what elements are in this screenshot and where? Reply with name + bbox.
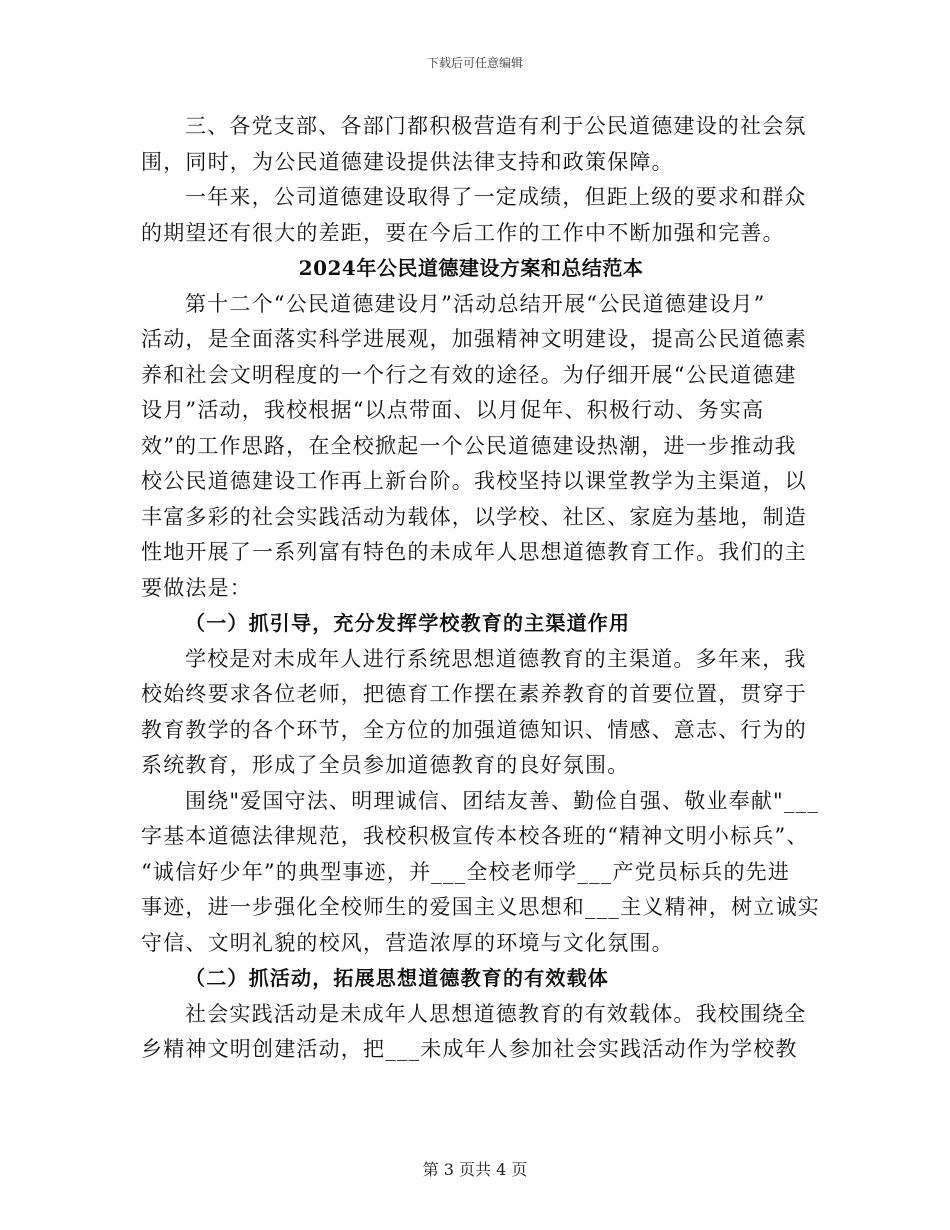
paragraph-line: 乡精神文明创建活动，把___未成年人参加社会实践活动作为学校教 bbox=[141, 1037, 798, 1061]
paragraph-line: 校公民道德建设工作再上新台阶。我校坚持以课堂教学为主渠道，以 bbox=[141, 469, 807, 493]
paragraph-line: 第十二个“公民道德建设月”活动总结开展“公民道德建设月” bbox=[185, 291, 766, 316]
paragraph-line: 效”的工作思路，在全校掀起一个公民道德建设热潮，进一步推动我 bbox=[141, 433, 797, 458]
paragraph-line: 设月”活动，我校根据“以点带面、以月促年、积极行动、务实高 bbox=[141, 398, 765, 422]
page-header: 下载后可任意编辑 bbox=[426, 56, 523, 70]
section-heading-1: （一）抓引导，充分发挥学校教育的主渠道作用 bbox=[185, 611, 631, 635]
paragraph-line: 丰富多彩的社会实践活动为载体，以学校、社区、家庭为基地，制造 bbox=[141, 504, 807, 529]
section-heading-2: （二）抓活动，拓展思想道德教育的有效载体 bbox=[185, 966, 609, 990]
paragraph-line: 的期望还有很大的差距，要在今后工作的工作中不断加强和完善。 bbox=[141, 220, 785, 245]
paragraph-line: 事迹，进一步强化全校师生的爱国主义思想和___主义精神，树立诚实 bbox=[141, 895, 820, 919]
paragraph-line: 学校是对未成年人进行系统思想道德教育的主渠道。多年来，我 bbox=[185, 646, 807, 671]
paragraph-line: 字基本道德法律规范，我校积极宣传本校各班的“精神文明小标兵”、 bbox=[141, 824, 809, 848]
paragraph-line: 系统教育，形成了全员参加道德教育的良好氛围。 bbox=[141, 753, 630, 777]
paragraph-line: “诚信好少年”的典型事迹，并___全校老师学___产党员标兵的先进 bbox=[141, 859, 791, 884]
paragraph-line: 一年来，公司道德建设取得了一定成绩，但距上级的要求和群众 bbox=[185, 185, 807, 209]
page-footer: 第 3 页共 4 页 bbox=[422, 1160, 528, 1179]
paragraph-line: 教育教学的各个环节，全方位的加强道德知识、情感、意志、行为的 bbox=[141, 717, 807, 742]
paragraph-line: 校始终要求各位老师，把德育工作摆在素养教育的首要位置，贯穿于 bbox=[141, 682, 807, 706]
paragraph-line: 三、各党支部、各部门都积极营造有利于公民道德建设的社会氛 bbox=[185, 114, 807, 138]
document-title: 2024年公民道德建设方案和总结范本 bbox=[298, 256, 644, 280]
paragraph-line: 要做法是： bbox=[141, 575, 252, 600]
paragraph-line: 活动，是全面落实科学进展观，加强精神文明建设，提高公民道德素 bbox=[141, 327, 807, 351]
document-body bbox=[141, 109, 820, 1068]
paragraph-line: 社会实践活动是未成年人思想道德教育的有效载体。我校围绕全 bbox=[185, 1001, 807, 1026]
paragraph-line: 围绕"爱国守法、明理诚信、团结友善、勤俭自强、敬业奉献"___ bbox=[185, 788, 820, 813]
paragraph-line: 养和社会文明程度的一个行之有效的途径。为仔细开展“公民道德建 bbox=[141, 362, 797, 387]
paragraph-line: 围，同时，为公民道德建设提供法律支持和政策保障。 bbox=[141, 149, 674, 174]
paragraph-line: 守信、文明礼貌的校风，营造浓厚的环境与文化氛围。 bbox=[141, 930, 674, 955]
paragraph-line: 性地开展了一系列富有特色的未成年人思想道德教育工作。我们的主 bbox=[141, 540, 807, 564]
